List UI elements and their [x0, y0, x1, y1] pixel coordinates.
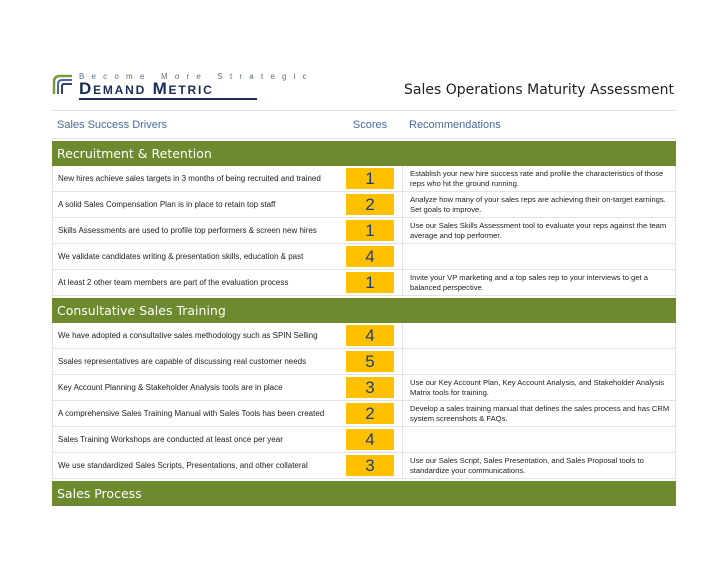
- score-cell: [338, 349, 402, 374]
- score-value: 2: [346, 403, 394, 424]
- table-row: [52, 427, 676, 453]
- recommendation-cell: [402, 453, 676, 478]
- header-drivers: Sales Success Drivers: [57, 118, 168, 131]
- table-row: [52, 244, 676, 270]
- table-row: [52, 401, 676, 427]
- table-row: [52, 453, 676, 479]
- table-row: [52, 323, 676, 349]
- recommendation-text: Establish your new hire success rate and profile the characteristics of those reps who hit the ground running.: [410, 168, 664, 188]
- table-row: [52, 166, 676, 192]
- score-cell: [338, 218, 402, 243]
- recommendation-cell: [402, 375, 676, 400]
- score-value: 4: [346, 246, 394, 267]
- score-value: 2: [346, 194, 394, 215]
- score-cell: [338, 427, 402, 452]
- table-row: [52, 218, 676, 244]
- driver-text: We validate candidates writing & presentation skills, education & past: [52, 244, 338, 269]
- score-cell: [338, 323, 402, 348]
- recommendation-cell: [402, 349, 676, 374]
- demand-metric-logo-icon: [52, 74, 74, 96]
- score-cell: [338, 244, 402, 269]
- table-row: [52, 270, 676, 296]
- driver-text: A solid Sales Compensation Plan is in place to retain top staff: [52, 192, 338, 217]
- score-value: 1: [346, 168, 394, 189]
- brand-tagline: Become More Strategic: [79, 72, 314, 81]
- driver-text: Sales Training Workshops are conducted at least once per year: [52, 427, 338, 452]
- table-row: [52, 349, 676, 375]
- score-value: 1: [346, 220, 394, 241]
- score-value: 3: [346, 377, 394, 398]
- recommendation-text: Use our Key Account Plan, Key Account Analysis, and Stakeholder Analysis Matrix tools for training.: [410, 377, 665, 397]
- score-value: 1: [346, 272, 394, 293]
- score-value: 5: [346, 351, 394, 372]
- recommendation-cell: [402, 192, 676, 217]
- recommendation-text: Invite your VP marketing and a top sales rep to your interviews to get a balanced perspective.: [410, 272, 648, 292]
- score-cell: [338, 401, 402, 426]
- recommendation-cell: [402, 166, 676, 191]
- recommendation-text: Analyze how many of your sales reps are achieving their on-target earnings. Set goals to improve.: [410, 194, 666, 214]
- score-cell: [338, 192, 402, 217]
- driver-text: We use standardized Sales Scripts, Presentations, and other collateral: [52, 453, 338, 478]
- recommendation-cell: [402, 323, 676, 348]
- score-cell: [338, 453, 402, 478]
- header-scores: Scores: [352, 118, 388, 131]
- header-recommendations: Recommendations: [409, 118, 501, 131]
- driver-text: Key Account Planning & Stakeholder Analysis tools are in place: [52, 375, 338, 400]
- driver-text: At least 2 other team members are part of the evaluation process: [52, 270, 338, 295]
- recommendation-cell: [402, 244, 676, 269]
- recommendation-cell: [402, 218, 676, 243]
- assessment-table: [52, 110, 676, 506]
- score-cell: [338, 166, 402, 191]
- driver-text: Skills Assessments are used to profile top performers & screen new hires: [52, 218, 338, 243]
- recommendation-text: Use our Sales Script, Sales Presentation, and Sales Proposal tools to standardize your communications.: [410, 455, 644, 475]
- score-cell: [338, 270, 402, 295]
- recommendation-cell: [402, 401, 676, 426]
- driver-text: Ssales representatives are capable of discussing real customer needs: [52, 349, 338, 374]
- section-header: Consultative Sales Training: [52, 298, 676, 323]
- driver-text: A comprehensive Sales Training Manual with Sales Tools has been created: [52, 401, 338, 426]
- table-row: [52, 375, 676, 401]
- score-value: 4: [346, 325, 394, 346]
- score-value: 4: [346, 429, 394, 450]
- driver-text: We have adopted a consultative sales methodology such as SPIN Selling: [52, 323, 338, 348]
- score-cell: [338, 375, 402, 400]
- driver-text: New hires achieve sales targets in 3 months of being recruited and trained: [52, 166, 338, 191]
- brand-name: Demand Metric: [79, 79, 214, 98]
- page-title: Sales Operations Maturity Assessment: [404, 82, 674, 98]
- table-row: [52, 192, 676, 218]
- brand-underline: [79, 98, 257, 100]
- recommendation-cell: [402, 270, 676, 295]
- table-header: [52, 110, 676, 139]
- recommendation-text: Develop a sales training manual that defines the sales process and has CRM system screenshots & FAQs.: [410, 403, 670, 423]
- score-value: 3: [346, 455, 394, 476]
- recommendation-text: Use our Sales Skills Assessment tool to evaluate your reps against the team average and top performer.: [410, 220, 667, 240]
- recommendation-cell: [402, 427, 676, 452]
- section-header: Recruitment & Retention: [52, 141, 676, 166]
- section-header: Sales Process: [52, 481, 676, 506]
